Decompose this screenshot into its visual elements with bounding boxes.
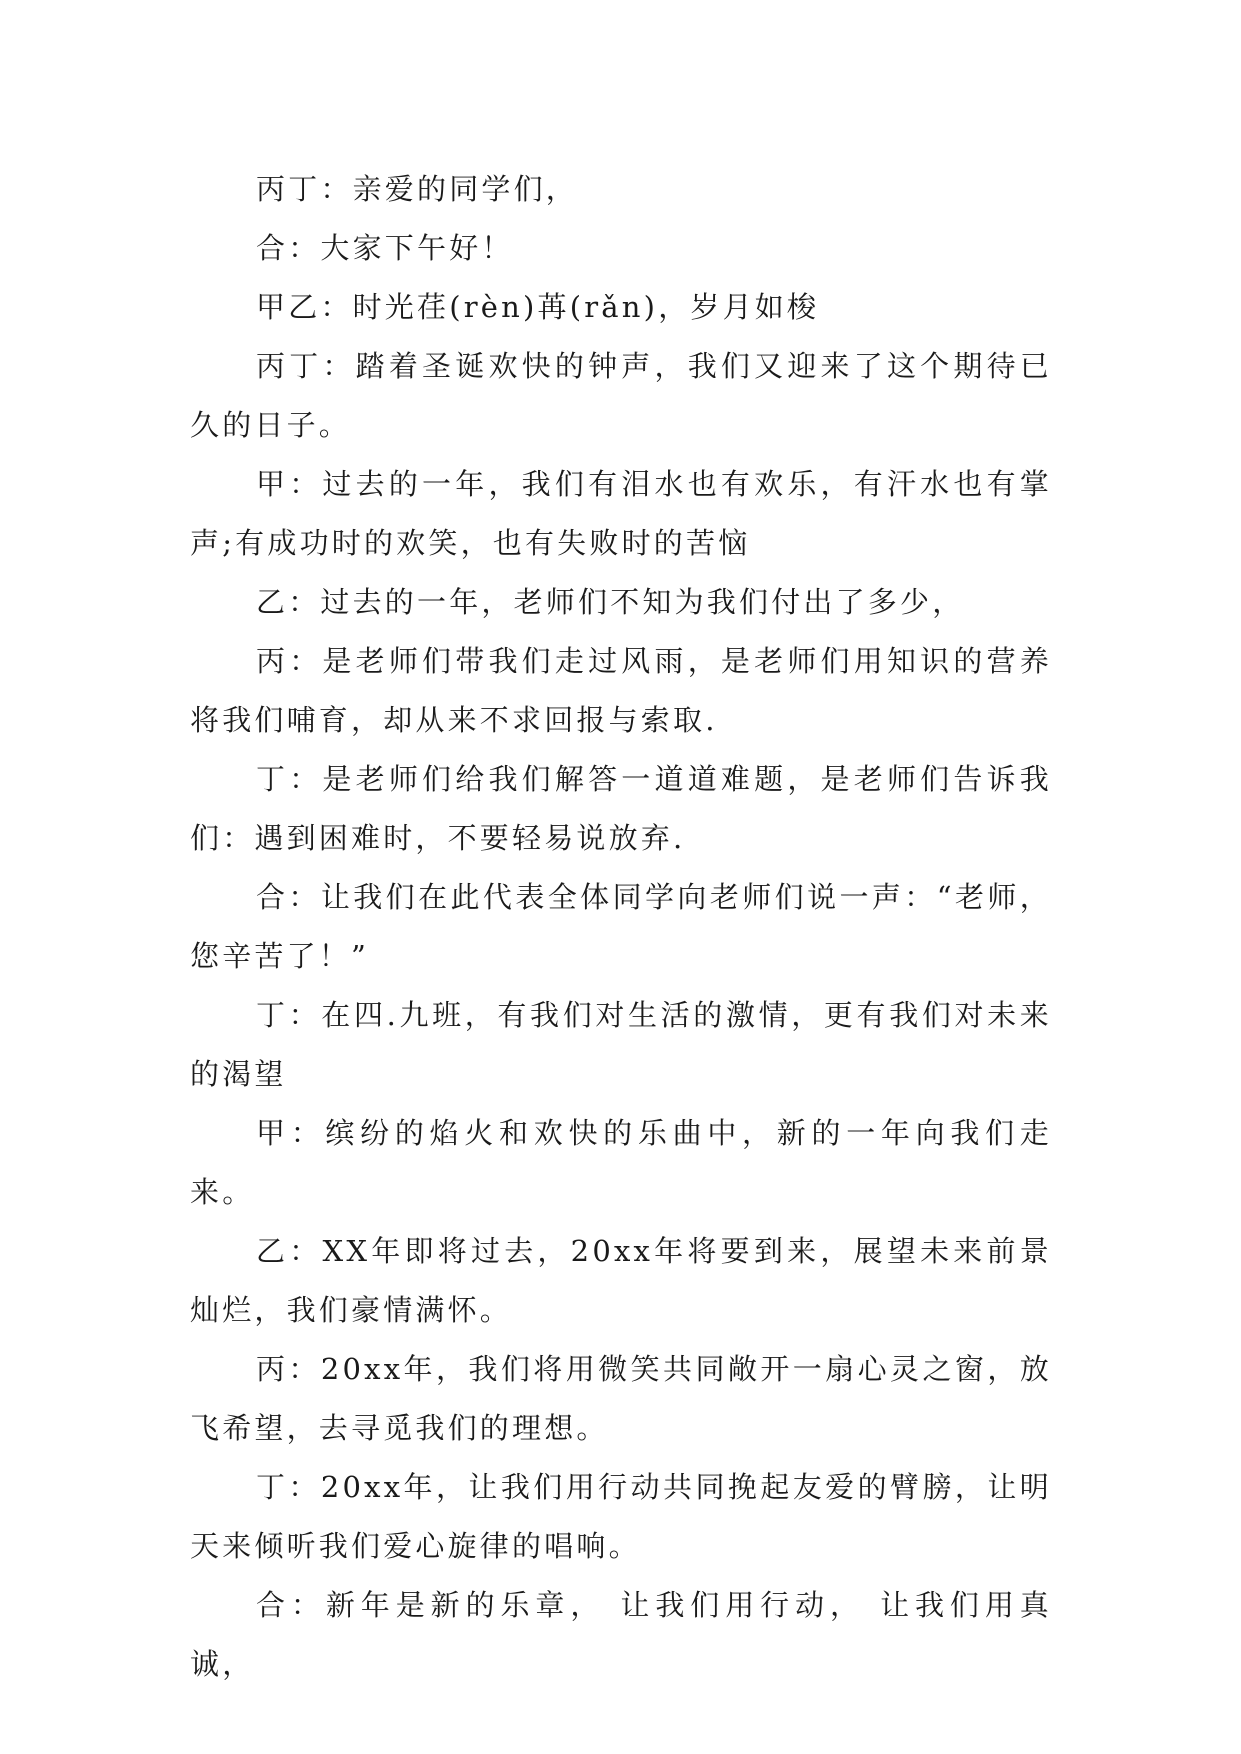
paragraph-13: 丙：20xx年，我们将用微笑共同敞开一扇心灵之窗，放飞希望，去寻觅我们的理想。 <box>190 1352 1052 1445</box>
paragraph-10: 丁：在四.九班，有我们对生活的激情，更有我们对未来的渴望 <box>190 998 1052 1091</box>
paragraph-15: 合：新年是新的乐章， 让我们用行动， 让我们用真诚， <box>190 1588 1052 1681</box>
paragraph-3: 甲乙：时光荏(rèn)苒(rǎn)，岁月如梭 <box>256 290 820 324</box>
paragraph-14: 丁：20xx年，让我们用行动共同挽起友爱的臂膀，让明天来倾听我们爱心旋律的唱响。 <box>190 1470 1052 1563</box>
document-body <box>190 160 1052 1694</box>
paragraph-2: 合：大家下午好！ <box>256 231 514 265</box>
paragraph-4: 丙丁：踏着圣诞欢快的钟声，我们又迎来了这个期待已久的日子。 <box>190 349 1052 442</box>
paragraph-12: 乙：XX年即将过去，20xx年将要到来，展望未来前景灿烂，我们豪情满怀。 <box>190 1234 1052 1327</box>
paragraph-1: 丙丁：亲爱的同学们， <box>256 172 579 206</box>
paragraph-9: 合：让我们在此代表全体同学向老师们说一声：“老师，您辛苦了！” <box>190 880 1052 973</box>
paragraph-8: 丁：是老师们给我们解答一道道难题，是老师们告诉我们：遇到困难时，不要轻易说放弃. <box>190 762 1052 855</box>
paragraph-11: 甲：缤纷的焰火和欢快的乐曲中，新的一年向我们走来。 <box>190 1116 1052 1209</box>
paragraph-5: 甲：过去的一年，我们有泪水也有欢乐，有汗水也有掌声;有成功时的欢笑，也有失败时的苦恼 <box>190 467 1052 560</box>
paragraph-7: 丙：是老师们带我们走过风雨，是老师们用知识的营养将我们哺育，却从来不求回报与索取. <box>190 644 1052 737</box>
paragraph-6: 乙：过去的一年，老师们不知为我们付出了多少， <box>256 585 965 619</box>
